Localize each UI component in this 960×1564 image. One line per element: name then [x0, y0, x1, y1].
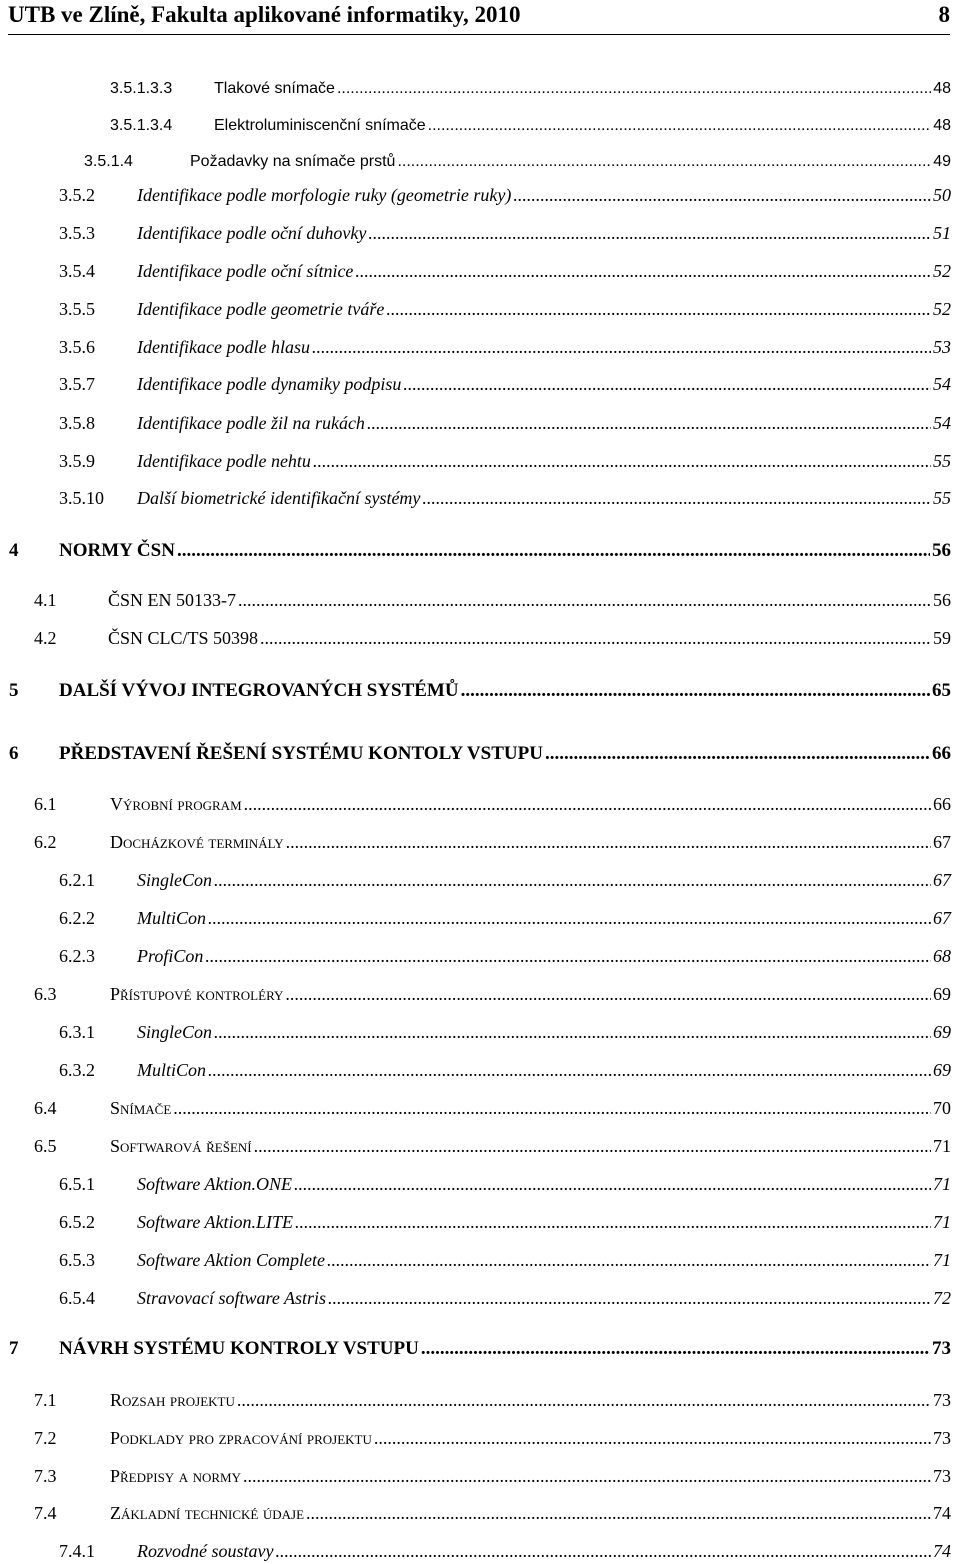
toc-entry-number: 6.5.2 [59, 1212, 95, 1232]
toc-leader-dots [285, 984, 931, 1005]
toc-entry-page: 52 [933, 261, 951, 281]
toc-entry-title: Základní technické údaje [110, 1503, 305, 1523]
toc-entry-page: 67 [933, 908, 951, 928]
toc-entry-title: MultiCon [137, 908, 207, 928]
toc-entry-page: 59 [933, 628, 951, 648]
toc-entry-page: 74 [933, 1541, 951, 1561]
toc-entry-number: 6.2 [34, 832, 57, 852]
toc-entry[interactable] [59, 1022, 951, 1043]
toc-entry[interactable] [34, 1390, 951, 1411]
toc-entry-title: Identifikace podle morfologie ruky (geometrie ruky) [137, 185, 512, 205]
toc-entry[interactable] [84, 153, 951, 171]
toc-leader-dots [397, 153, 931, 171]
toc-entry-title: Identifikace podle hlasu [137, 337, 310, 357]
toc-entry-number: 6.5.1 [59, 1174, 95, 1194]
toc-entry-title: SingleCon [137, 870, 212, 890]
toc-entry-page: 69 [933, 1022, 951, 1042]
toc-leader-dots [374, 1428, 931, 1449]
toc-entry-number: 3.5.6 [59, 337, 95, 357]
toc-entry-title: Podklady pro zpracování projektu [110, 1428, 372, 1448]
toc-leader-dots [238, 590, 931, 611]
toc-entry-title: Rozvodné soustavy [137, 1541, 274, 1561]
toc-entry[interactable] [34, 590, 951, 611]
toc-leader-dots [177, 540, 930, 562]
toc-entry[interactable] [59, 908, 951, 929]
toc-entry-title: Identifikace podle geometrie tváře [137, 299, 385, 319]
toc-entry[interactable] [9, 1338, 951, 1360]
toc-entry[interactable] [34, 1428, 951, 1449]
toc-entry-title: DALŠÍ VÝVOJ INTEGROVANÝCH SYSTÉMŮ [59, 680, 459, 701]
toc-entry[interactable] [59, 261, 951, 282]
toc-leader-dots [337, 80, 931, 98]
toc-entry-number: 6.4 [34, 1098, 57, 1118]
toc-entry-page: 69 [933, 1060, 951, 1080]
toc-entry[interactable] [59, 223, 951, 244]
toc-leader-dots [355, 261, 931, 282]
toc-entry[interactable] [110, 117, 951, 135]
toc-entry-title: NORMY ČSN [59, 540, 175, 561]
toc-entry-number: 6.3.1 [59, 1022, 95, 1042]
toc-entry[interactable] [9, 680, 951, 702]
toc-entry-page: 55 [933, 488, 951, 508]
toc-entry-number: 7.2 [34, 1428, 57, 1448]
toc-entry-page: 65 [932, 680, 951, 701]
toc-entry-number: 3.5.7 [59, 374, 95, 394]
toc-entry-title: Přístupové kontroléry [110, 984, 284, 1004]
toc-entry-number: 3.5.8 [59, 413, 95, 433]
header-title: UTB ve Zlíně, Fakulta aplikované informatiky, 2010 [8, 2, 521, 27]
toc-entry-page: 55 [933, 451, 951, 471]
toc-entry-title: Snímače [110, 1098, 172, 1118]
toc-entry-number: 7.4.1 [59, 1541, 95, 1561]
toc-entry-page: 54 [933, 413, 951, 433]
header-page-number: 8 [938, 2, 950, 27]
toc-entry-number: 3.5.10 [59, 488, 104, 508]
toc-entry-page: 73 [933, 1428, 951, 1448]
toc-entry-number: 7.3 [34, 1466, 57, 1486]
toc-entry[interactable] [59, 451, 951, 472]
toc-entry-title: Identifikace podle oční sítnice [137, 261, 354, 281]
toc-leader-dots [294, 1174, 931, 1195]
toc-entry-page: 54 [933, 374, 951, 394]
toc-entry-number: 3.5.2 [59, 185, 95, 205]
toc-entry-title: Identifikace podle žil na rukách [137, 413, 365, 433]
toc-entry[interactable] [59, 1060, 951, 1081]
toc-leader-dots [513, 185, 931, 206]
toc-entry-number: 6.3.2 [59, 1060, 95, 1080]
toc-entry[interactable] [9, 540, 951, 562]
toc-entry-page: 49 [933, 153, 951, 170]
toc-leader-dots [243, 1466, 931, 1487]
toc-entry-page: 72 [933, 1288, 951, 1308]
toc-entry[interactable] [59, 946, 951, 967]
toc-entry[interactable] [59, 1212, 951, 1233]
toc-entry-title: Identifikace podle nehtu [137, 451, 311, 471]
toc-leader-dots [208, 908, 931, 929]
toc-entry[interactable] [59, 299, 951, 320]
toc-leader-dots [214, 870, 931, 891]
toc-entry-number: 6.3 [34, 984, 57, 1004]
toc-entry-title: Software Aktion.ONE [137, 1174, 292, 1194]
toc-leader-dots [205, 946, 931, 967]
toc-entry-number: 7.4 [34, 1503, 57, 1523]
toc-entry-page: 48 [933, 117, 951, 134]
toc-leader-dots [327, 1250, 931, 1271]
toc-entry-number: 5 [9, 680, 19, 701]
toc-leader-dots [244, 794, 931, 815]
toc-entry[interactable] [59, 374, 951, 395]
toc-leader-dots [421, 1338, 930, 1360]
toc-entry-title: MultiCon [137, 1060, 207, 1080]
toc-entry[interactable] [110, 80, 951, 98]
toc-entry-number: 3.5.1.3.3 [110, 80, 173, 97]
toc-entry-number: 3.5.4 [59, 261, 95, 281]
toc-leader-dots [313, 451, 931, 472]
toc-entry-page: 74 [933, 1503, 951, 1523]
toc-entry-page: 71 [933, 1136, 951, 1156]
toc-leader-dots [422, 488, 931, 509]
toc-leader-dots [386, 299, 931, 320]
toc-entry[interactable] [34, 794, 951, 815]
toc-leader-dots [208, 1060, 931, 1081]
toc-entry[interactable] [59, 488, 951, 509]
toc-entry[interactable] [34, 1136, 951, 1157]
toc-entry-title: PŘEDSTAVENÍ ŘEŠENÍ SYSTÉMU KONTOLY VSTUPU [59, 743, 543, 764]
toc-entry-page: 71 [933, 1250, 951, 1270]
toc-entry-title: ČSN CLC/TS 50398 [108, 628, 259, 648]
toc-entry-number: 7 [9, 1338, 19, 1359]
toc-leader-dots [254, 1136, 931, 1157]
toc-entry[interactable] [9, 743, 951, 765]
toc-entry[interactable] [34, 1098, 951, 1119]
toc-entry-title: Software Aktion.LITE [137, 1212, 294, 1232]
toc-entry-page: 67 [933, 832, 951, 852]
toc-leader-dots [461, 680, 930, 702]
toc-leader-dots [328, 1288, 931, 1309]
toc-entry-number: 6.5.4 [59, 1288, 95, 1308]
toc-leader-dots [214, 1022, 931, 1043]
toc-leader-dots [312, 337, 931, 358]
toc-entry[interactable] [59, 1288, 951, 1309]
toc-entry-page: 73 [933, 1390, 951, 1410]
toc-entry-title: Elektroluminiscenční snímače [214, 117, 426, 134]
toc-entry-page: 68 [933, 946, 951, 966]
toc-entry-title: Software Aktion Complete [137, 1250, 325, 1270]
toc-entry-title: Identifikace podle oční duhovky [137, 223, 367, 243]
toc-entry-number: 6.1 [34, 794, 57, 814]
toc-entry-page: 48 [933, 80, 951, 97]
toc-entry-number: 6.5 [34, 1136, 57, 1156]
toc-entry-number: 6.2.2 [59, 908, 95, 928]
toc-entry-title: Docházkové terminály [110, 832, 284, 852]
toc-entry-number: 4 [9, 540, 19, 561]
toc-entry[interactable] [59, 1174, 951, 1195]
toc-entry-number: 7.1 [34, 1390, 57, 1410]
toc-entry-number: 4.1 [34, 590, 57, 610]
toc-entry-page: 71 [933, 1174, 951, 1194]
toc-entry-page: 71 [933, 1212, 951, 1232]
toc-entry-page: 73 [932, 1338, 951, 1359]
toc-leader-dots [368, 223, 931, 244]
toc-leader-dots [545, 743, 930, 765]
toc-entry-number: 3.5.1.3.4 [110, 117, 173, 134]
toc-entry[interactable] [59, 1250, 951, 1271]
toc-entry-number: 3.5.3 [59, 223, 95, 243]
toc-entry[interactable] [59, 413, 951, 434]
toc-entry[interactable] [59, 870, 951, 891]
toc-leader-dots [295, 1212, 931, 1233]
toc-leader-dots [403, 374, 931, 395]
toc-entry-page: 73 [933, 1466, 951, 1486]
toc-entry-title: ČSN EN 50133-7 [108, 590, 237, 610]
toc-entry[interactable] [34, 984, 951, 1005]
toc-entry-title: Výrobní program [110, 794, 242, 814]
toc-entry-page: 66 [932, 743, 951, 764]
toc-entry-page: 52 [933, 299, 951, 319]
toc-leader-dots [173, 1098, 931, 1119]
toc-entry-number: 4.2 [34, 628, 57, 648]
toc-entry-page: 51 [933, 223, 951, 243]
toc-leader-dots [237, 1390, 931, 1411]
toc-entry[interactable] [34, 1503, 951, 1524]
toc-entry-page: 50 [933, 185, 951, 205]
toc-entry-page: 66 [933, 794, 951, 814]
toc-entry-title: Předpisy a normy [110, 1466, 241, 1486]
toc-entry-page: 56 [933, 590, 951, 610]
toc-entry-number: 3.5.5 [59, 299, 95, 319]
toc-entry[interactable] [34, 1466, 951, 1487]
toc-entry-title: Další biometrické identifikační systémy [137, 488, 421, 508]
toc-entry[interactable] [34, 628, 951, 649]
toc-entry[interactable] [59, 1541, 951, 1562]
toc-entry-number: 3.5.9 [59, 451, 95, 471]
toc-entry-title: Softwarová řešení [110, 1136, 252, 1156]
toc-leader-dots [260, 628, 931, 649]
toc-entry-title: Identifikace podle dynamiky podpisu [137, 374, 402, 394]
toc-entry-title: SingleCon [137, 1022, 212, 1042]
toc-leader-dots [286, 832, 931, 853]
toc-leader-dots [428, 117, 932, 135]
toc-entry[interactable] [59, 185, 951, 206]
toc-entry-page: 53 [933, 337, 951, 357]
toc-entry-page: 56 [932, 540, 951, 561]
toc-entry-title: Stravovací software Astris [137, 1288, 326, 1308]
toc-entry-page: 67 [933, 870, 951, 890]
toc-entry-page: 70 [933, 1098, 951, 1118]
toc-leader-dots [367, 413, 931, 434]
toc-entry-title: ProfiCon [137, 946, 204, 966]
toc-entry-number: 6.5.3 [59, 1250, 95, 1270]
toc-entry[interactable] [59, 337, 951, 358]
toc-entry-page: 69 [933, 984, 951, 1004]
toc-leader-dots [306, 1503, 931, 1524]
toc-entry-title: Rozsah projektu [110, 1390, 235, 1410]
toc-entry-number: 3.5.1.4 [84, 153, 133, 170]
toc-entry-number: 6.2.3 [59, 946, 95, 966]
toc-entry-title: NÁVRH SYSTÉMU KONTROLY VSTUPU [59, 1338, 419, 1359]
toc-leader-dots [275, 1541, 931, 1562]
toc-entry-number: 6.2.1 [59, 870, 95, 890]
toc-entry-title: Požadavky na snímače prstů [190, 153, 396, 170]
toc-entry-title: Tlakové snímače [214, 80, 335, 97]
toc-entry-number: 6 [9, 743, 19, 764]
toc-entry[interactable] [34, 832, 951, 853]
